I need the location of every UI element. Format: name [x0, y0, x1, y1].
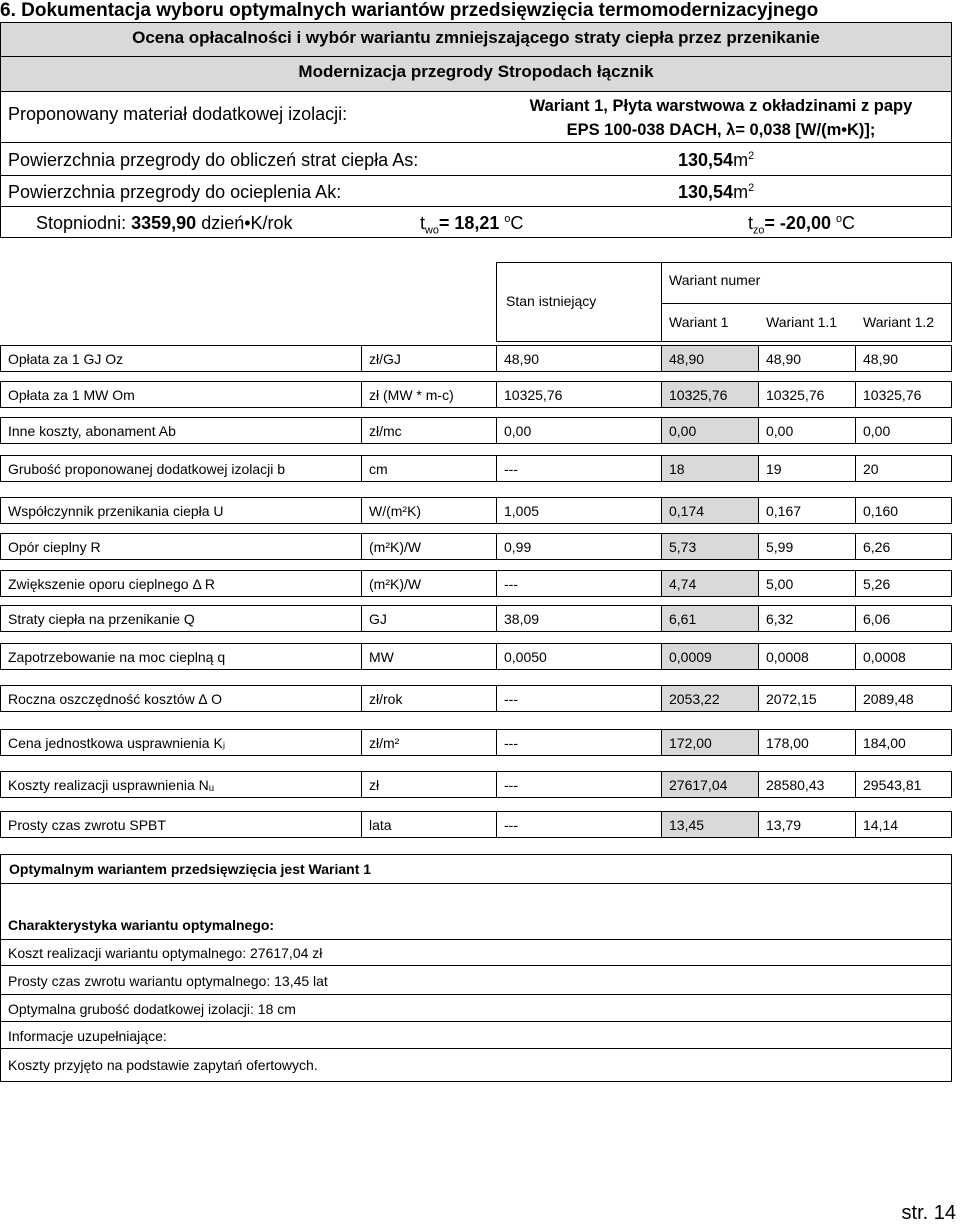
optimal-cost: Koszt realizacji wariantu optymalnego: 27617,04 zł — [8, 945, 323, 961]
table-cell-v12: 10325,76 — [855, 381, 952, 408]
table-cell-label: Opłata za 1 GJ Oz — [0, 345, 362, 372]
table-cell-v12: 0,160 — [855, 497, 952, 524]
table-cell-v12: 0,00 — [855, 417, 952, 444]
table-cell-v11: 5,00 — [758, 570, 856, 597]
ak-value: $130,54m^2$ — [678, 182, 755, 202]
t-inner: $t_{wo}= 18,21$ $^o$C — [420, 213, 524, 237]
table-cell-label: Prosty czas zwrotu SPBT — [0, 811, 362, 838]
page-number: str. 14 — [901, 1202, 956, 1224]
table-cell-v1: 0,0009 — [661, 643, 759, 670]
table-cell-v11: 2072,15 — [758, 685, 856, 712]
table-cell-v1: 13,45 — [661, 811, 759, 838]
table-cell-v1: 5,73 — [661, 533, 759, 560]
table-cell-v12: 20 — [855, 455, 952, 482]
table-cell-v1: 10325,76 — [661, 381, 759, 408]
table-cell-v12: 6,26 — [855, 533, 952, 560]
table-cell-existing: --- — [496, 455, 662, 482]
table-cell-v1: 0,00 — [661, 417, 759, 444]
table-cell-v11: 28580,43 — [758, 771, 856, 798]
subtitle: Ocena opłacalności i wybór wariantu zmniejszającego straty ciepła przez przenikanie — [132, 28, 820, 47]
table-cell-existing: 0,0050 — [496, 643, 662, 670]
table-cell-v12: 48,90 — [855, 345, 952, 372]
table-cell-existing: --- — [496, 729, 662, 756]
table-cell-v12: 0,0008 — [855, 643, 952, 670]
material-label: Proponowany materiał dodatkowej izolacji: — [8, 104, 348, 124]
table-cell-v12: 5,26 — [855, 570, 952, 597]
variant-1-1-header: Wariant 1.1 — [766, 314, 838, 330]
table-cell-existing: --- — [496, 811, 662, 838]
table-cell-v1: 27617,04 — [661, 771, 759, 798]
table-cell-v11: 178,00 — [758, 729, 856, 756]
table-cell-v12: 6,06 — [855, 605, 952, 632]
table-cell-v11: 48,90 — [758, 345, 856, 372]
table-cell-v1: 6,61 — [661, 605, 759, 632]
table-cell-unit: zł/m² — [361, 729, 497, 756]
table-cell-unit: W/(m²K) — [361, 497, 497, 524]
table-cell-v12: 14,14 — [855, 811, 952, 838]
as-value: $130,54m^2$ — [678, 150, 755, 170]
t-outer: $t_{zo}= -20,00$ $^o$C — [748, 213, 856, 237]
as-label: Powierzchnia przegrody do obliczeń strat ciepła As: — [8, 150, 419, 170]
table-cell-v11: 13,79 — [758, 811, 856, 838]
table-cell-label: Straty ciepła na przenikanie Q — [0, 605, 362, 632]
table-cell-v1: 18 — [661, 455, 759, 482]
table-cell-v1: 172,00 — [661, 729, 759, 756]
table-cell-existing: 0,00 — [496, 417, 662, 444]
partition-name: Modernizacja przegrody Stropodach łącznik — [298, 62, 654, 81]
table-cell-v11: 0,167 — [758, 497, 856, 524]
table-cell-label: Opór cieplny R — [0, 533, 362, 560]
table-cell-v11: 19 — [758, 455, 856, 482]
table-cell-label: Inne koszty, abonament Ab — [0, 417, 362, 444]
ak-label: Powierzchnia przegrody do ocieplenia Ak: — [8, 182, 342, 202]
table-cell-label: Opłata za 1 MW Om — [0, 381, 362, 408]
table-cell-unit: (m²K)/W — [361, 533, 497, 560]
degree-days: Stopniodni: 3359,90 dzień•K/rok — [36, 213, 293, 233]
table-cell-v12: 2089,48 — [855, 685, 952, 712]
table-cell-label: Koszty realizacji usprawnienia Nᵤ — [0, 771, 362, 798]
table-cell-label: Cena jednostkowa usprawnienia Kⱼ — [0, 729, 362, 756]
table-cell-v1: 4,74 — [661, 570, 759, 597]
table-cell-v11: 6,32 — [758, 605, 856, 632]
table-cell-v1: 0,174 — [661, 497, 759, 524]
optimal-spbt: Prosty czas zwrotu wariantu optymalnego: 13,45 lat — [8, 973, 328, 989]
optimal-box: Optymalnym wariantem przedsięwzięcia jest Wariant 1 — [0, 854, 952, 884]
char-heading: Charakterystyka wariantu optymalnego: — [8, 917, 275, 933]
table-cell-unit: zł — [361, 771, 497, 798]
table-cell-unit: lata — [361, 811, 497, 838]
optimal-thickness: Optymalna grubość dodatkowej izolacji: 18 cm — [8, 1001, 296, 1017]
table-cell-label: Zwiększenie oporu cieplnego Δ R — [0, 570, 362, 597]
table-cell-unit: MW — [361, 643, 497, 670]
table-cell-v11: 0,0008 — [758, 643, 856, 670]
table-cell-existing: 10325,76 — [496, 381, 662, 408]
table-cell-existing: --- — [496, 570, 662, 597]
table-cell-existing: 0,99 — [496, 533, 662, 560]
table-cell-existing: 38,09 — [496, 605, 662, 632]
table-cell-existing: --- — [496, 771, 662, 798]
table-cell-existing: --- — [496, 685, 662, 712]
table-cell-v12: 29543,81 — [855, 771, 952, 798]
table-cell-v1: 2053,22 — [661, 685, 759, 712]
table-cell-existing: 48,90 — [496, 345, 662, 372]
table-cell-label: Zapotrzebowanie na moc cieplną q — [0, 643, 362, 670]
table-cell-v12: 184,00 — [855, 729, 952, 756]
info-text: Koszty przyjęto na podstawie zapytań ofertowych. — [8, 1057, 318, 1073]
table-cell-unit: zł/GJ — [361, 345, 497, 372]
variant-1-header: Wariant 1 — [669, 314, 729, 330]
variant-1-2-header: Wariant 1.2 — [863, 314, 935, 330]
table-cell-unit: GJ — [361, 605, 497, 632]
page-title: 6. Dokumentacja wyboru optymalnych wariantów przedsięwzięcia termomodernizacyjnego — [0, 0, 819, 21]
info-label: Informacje uzupełniające: — [8, 1028, 167, 1044]
table-cell-label: Grubość proponowanej dodatkowej izolacji b — [0, 455, 362, 482]
table-cell-v11: 5,99 — [758, 533, 856, 560]
table-cell-unit: (m²K)/W — [361, 570, 497, 597]
table-cell-label: Roczna oszczędność kosztów ∆ O — [0, 685, 362, 712]
existing-state-header: Stan istniejący — [496, 262, 662, 342]
table-cell-v11: 10325,76 — [758, 381, 856, 408]
table-cell-label: Współczynnik przenikania ciepła U — [0, 497, 362, 524]
table-cell-existing: 1,005 — [496, 497, 662, 524]
table-cell-v1: 48,90 — [661, 345, 759, 372]
table-cell-unit: zł/mc — [361, 417, 497, 444]
table-cell-v11: 0,00 — [758, 417, 856, 444]
variant-number-header: Wariant numer Wariant 1 Wariant 1.1 Wariant 1.2 — [661, 262, 952, 342]
material-value: Wariant 1, Płyta warstwowa z okładzinami z papy EPS 100-038 DACH, λ= 0,038 [W/(m•K)]; — [529, 97, 913, 139]
table-cell-unit: zł/rok — [361, 685, 497, 712]
table-cell-unit: zł (MW * m-c) — [361, 381, 497, 408]
table-cell-unit: cm — [361, 455, 497, 482]
